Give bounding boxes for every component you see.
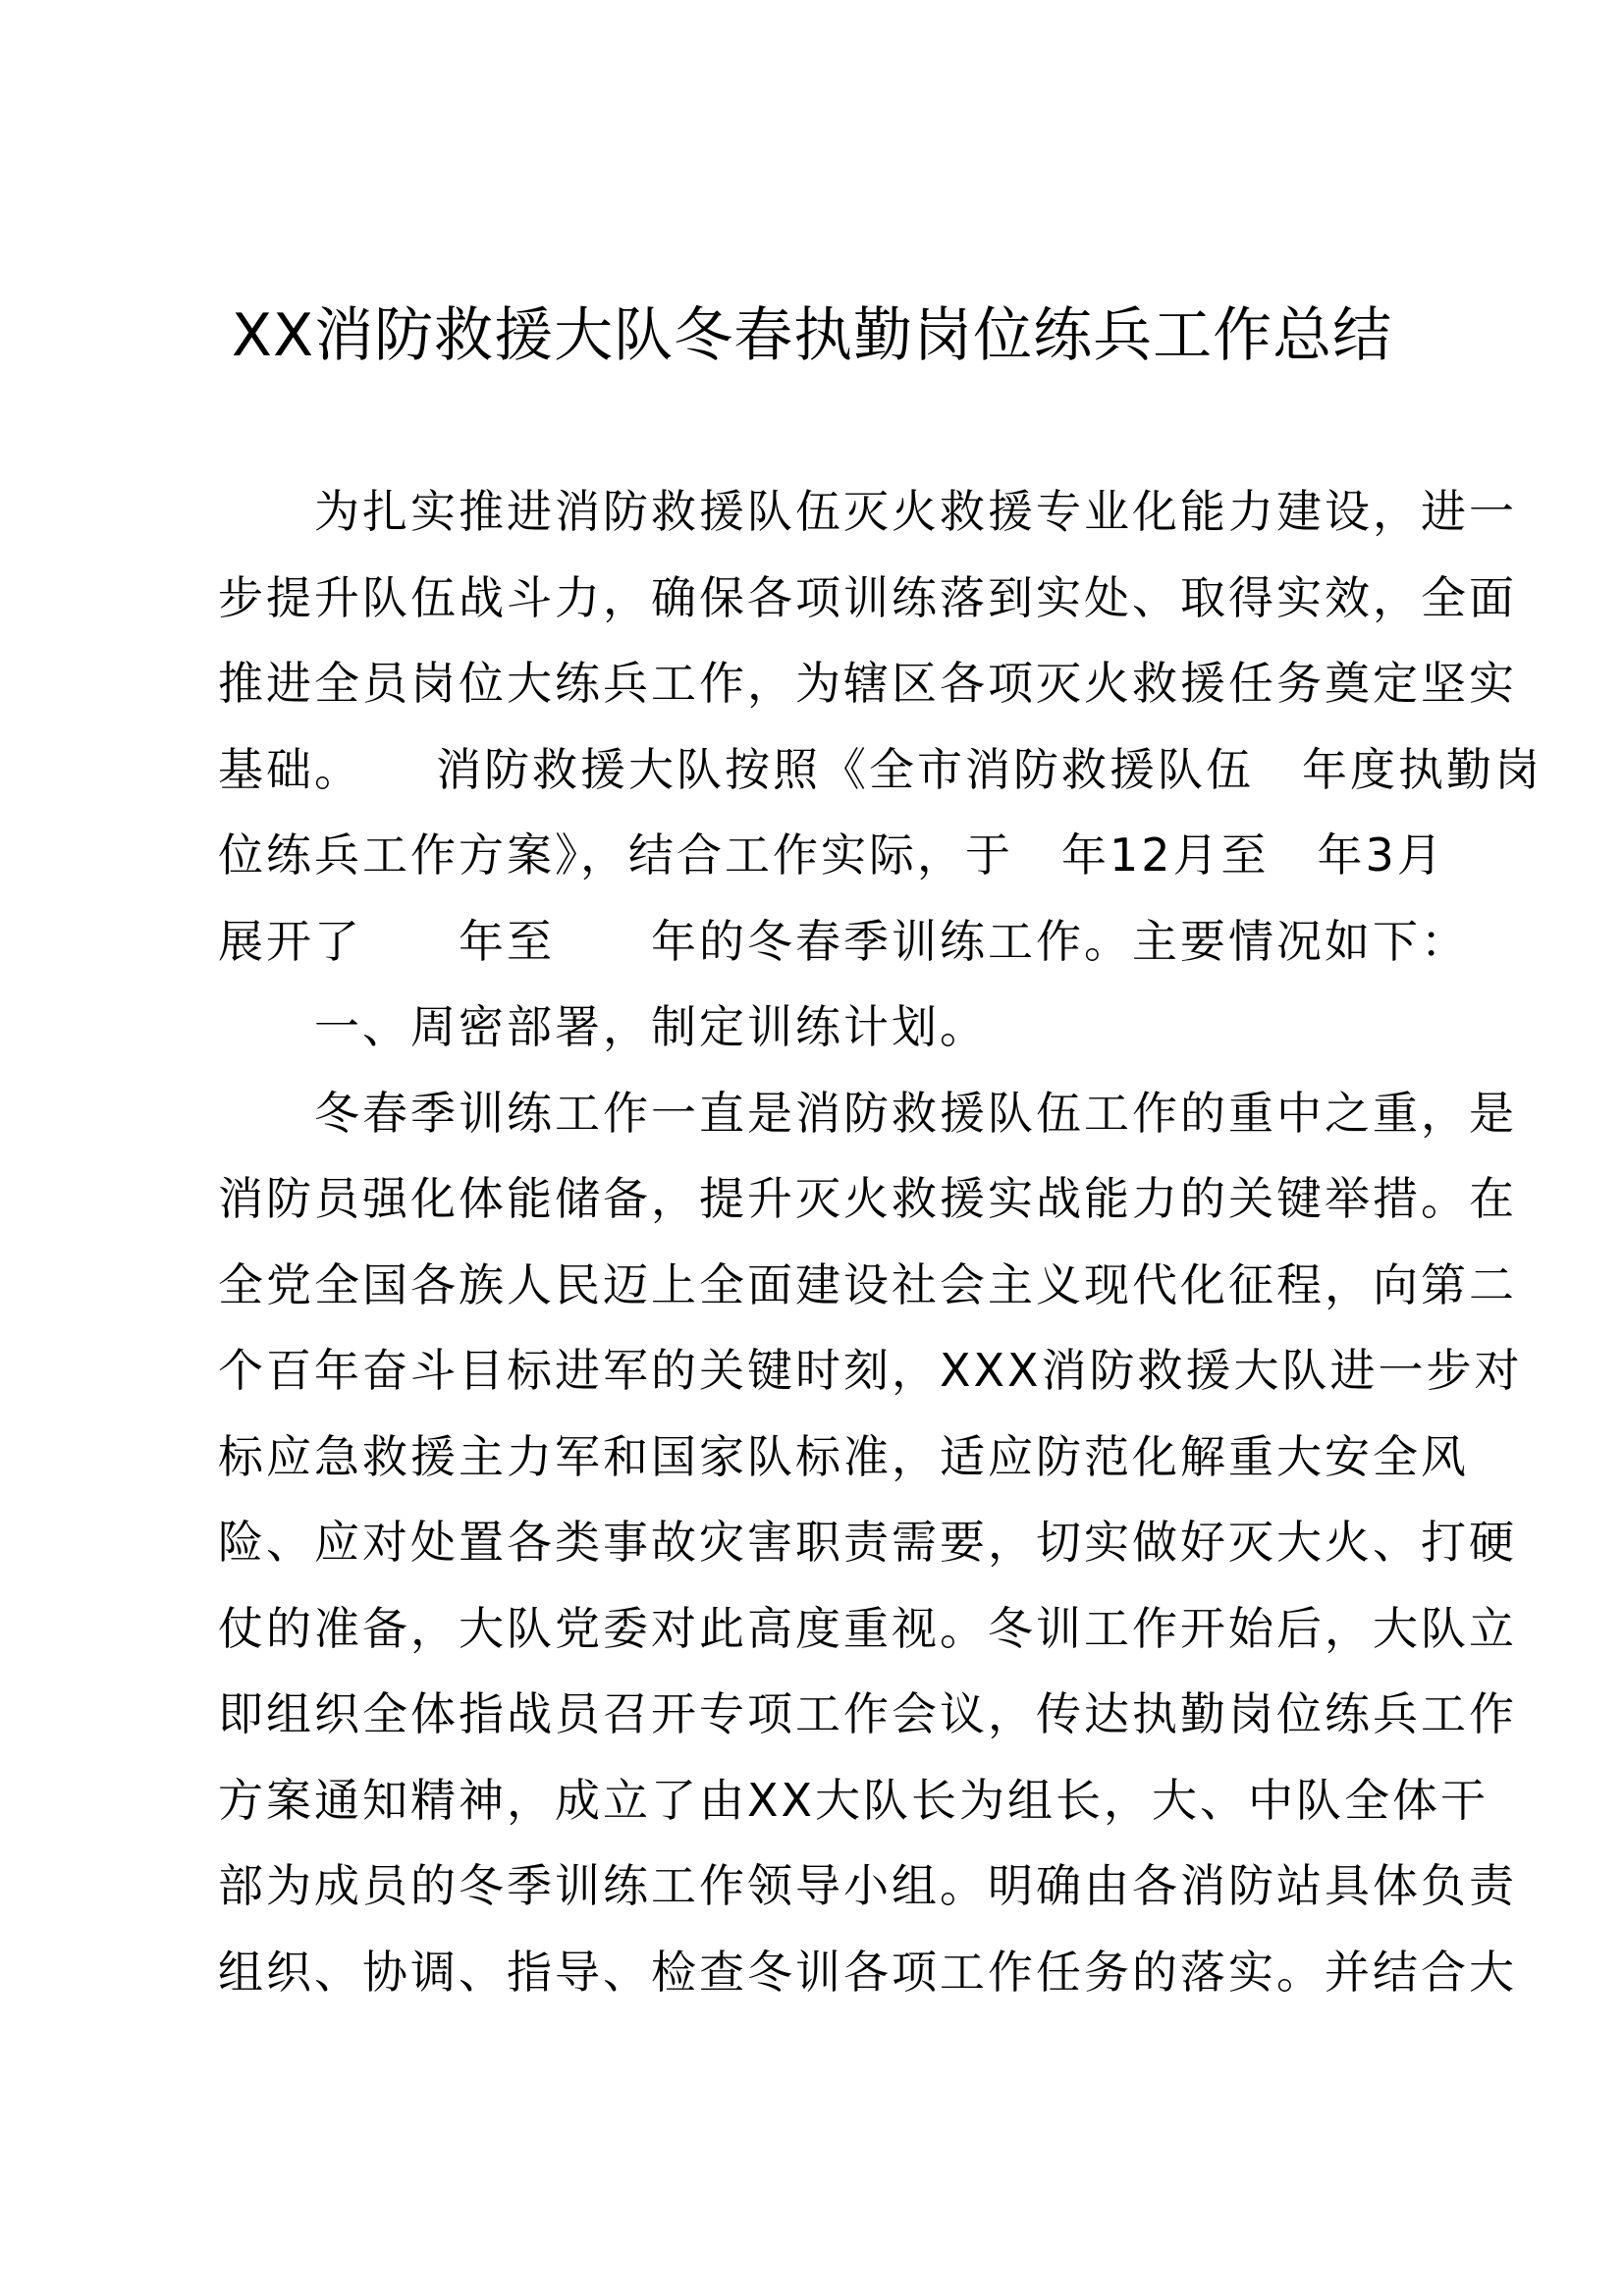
text-line: 组织、协调、指导、检查冬训各项工作任务的落实。并结合大	[218, 1945, 1517, 1999]
text-line: 险、应对处置各类事故灾害职责需要，切实做好灭大火、打硬	[218, 1516, 1517, 1569]
document-title: XX消防救援大队冬春执勤岗位练兵工作总结	[231, 301, 1393, 370]
text-line: 一、周密部署，制定训练计划。	[218, 1000, 988, 1053]
text-line: 全党全国各族人民迈上全面建设社会主义现代化征程，向第二	[218, 1257, 1517, 1311]
text-line: 基础。 消防救援大队按照《全市消防救援队伍 年度执勤岗	[218, 742, 1543, 796]
text-line: 为扎实推进消防救援队伍灭火救援专业化能力建设，进一	[218, 485, 1517, 538]
text-line: 消防员强化体能储备，提升灭火救援实战能力的关键举措。在	[218, 1172, 1517, 1225]
text-line: 个百年奋斗目标进军的关键时刻，XXX消防救援大队进一步对	[218, 1344, 1523, 1397]
text-line: 仗的准备，大队党委对此高度重视。冬训工作开始后，大队立	[218, 1601, 1517, 1655]
text-line: 即组织全体指战员召开专项工作会议，传达执勤岗位练兵工作	[218, 1687, 1517, 1740]
text-line: 位练兵工作方案》，结合工作实际，于 年12月至 年3月	[218, 828, 1445, 881]
text-line: 部为成员的冬季训练工作领导小组。明确由各消防站具体负责	[218, 1859, 1517, 1912]
text-line: 方案通知精神，成立了由XX大队长为组长，大、中队全体干	[218, 1773, 1489, 1827]
text-line: 推进全员岗位大练兵工作，为辖区各项灭火救援任务奠定坚实	[218, 657, 1517, 710]
text-line: 标应急救援主力军和国家队标准，适应防范化解重大安全风	[218, 1429, 1469, 1483]
text-line: 展开了 年至 年的冬春季训练工作。主要情况如下：	[218, 914, 1469, 968]
document-body	[218, 469, 1543, 2015]
text-line: 步提升队伍战斗力，确保各项训练落到实处、取得实效，全面	[218, 570, 1517, 624]
text-line: 冬春季训练工作一直是消防救援队伍工作的重中之重，是	[218, 1086, 1517, 1140]
